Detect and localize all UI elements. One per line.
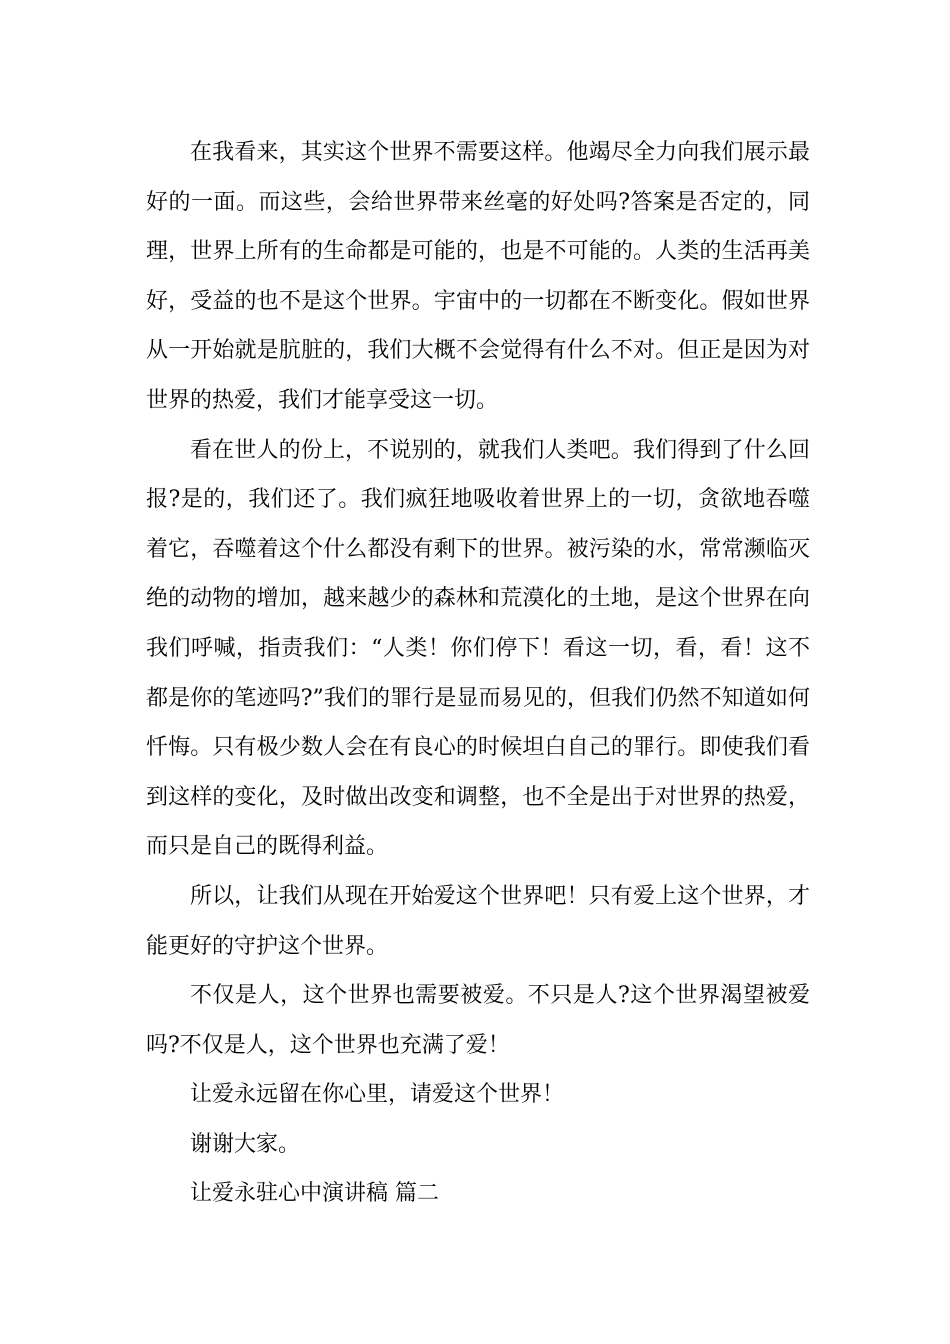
paragraph-1: 在我看来，其实这个世界不需要这样。他竭尽全力向我们展示最好的一面。而这些，会给世界带来丝毫的好处吗?答案是否定的，同理，世界上所有的生命都是可能的，也是不可能的。人类的生活再美好，受益的也不是这个世界。宇宙中的一切都在不断变化。假如世界从一开始就是肮脏的，我们大概不会觉得有什么不对。但正是因为对世界的热爱，我们才能享受这一切。 — [146, 140, 810, 413]
paragraph-3: 所以，让我们从现在开始爱这个世界吧！只有爱上这个世界，才能更好的守护这个世界。 — [146, 883, 810, 959]
section-heading: 让爱永驻心中演讲稿 篇二 — [190, 1181, 439, 1207]
paragraph-5: 让爱永远留在你心里，请爱这个世界！ — [190, 1082, 565, 1108]
paragraph-2: 看在世人的份上，不说别的，就我们人类吧。我们得到了什么回报?是的，我们还了。我们疯狂地吸收着世界上的一切，贪欲地吞噬着它，吞噬着这个什么都没有剩下的世界。被污染的水，常常濒临灭绝的动物的增加，越来越少的森林和荒漠化的土地，是这个世界在向我们呼喊，指责我们：“人类！你们停下！看这一切，看，看！这不都是你的笔迹吗?”我们的罪行是显而易见的，但我们仍然不知道如何忏悔。只有极少数人会在有良心的时候坦白自己的罪行。即使我们看到这样的变化，及时做出改变和调整，也不全是出于对世界的热爱，而只是自己的既得利益。 — [146, 437, 810, 860]
paragraph-4: 不仅是人，这个世界也需要被爱。不只是人?这个世界渴望被爱吗?不仅是人，这个世界也充满了爱！ — [146, 983, 810, 1058]
document-body — [146, 128, 810, 1219]
paragraph-6: 谢谢大家。 — [190, 1131, 301, 1157]
